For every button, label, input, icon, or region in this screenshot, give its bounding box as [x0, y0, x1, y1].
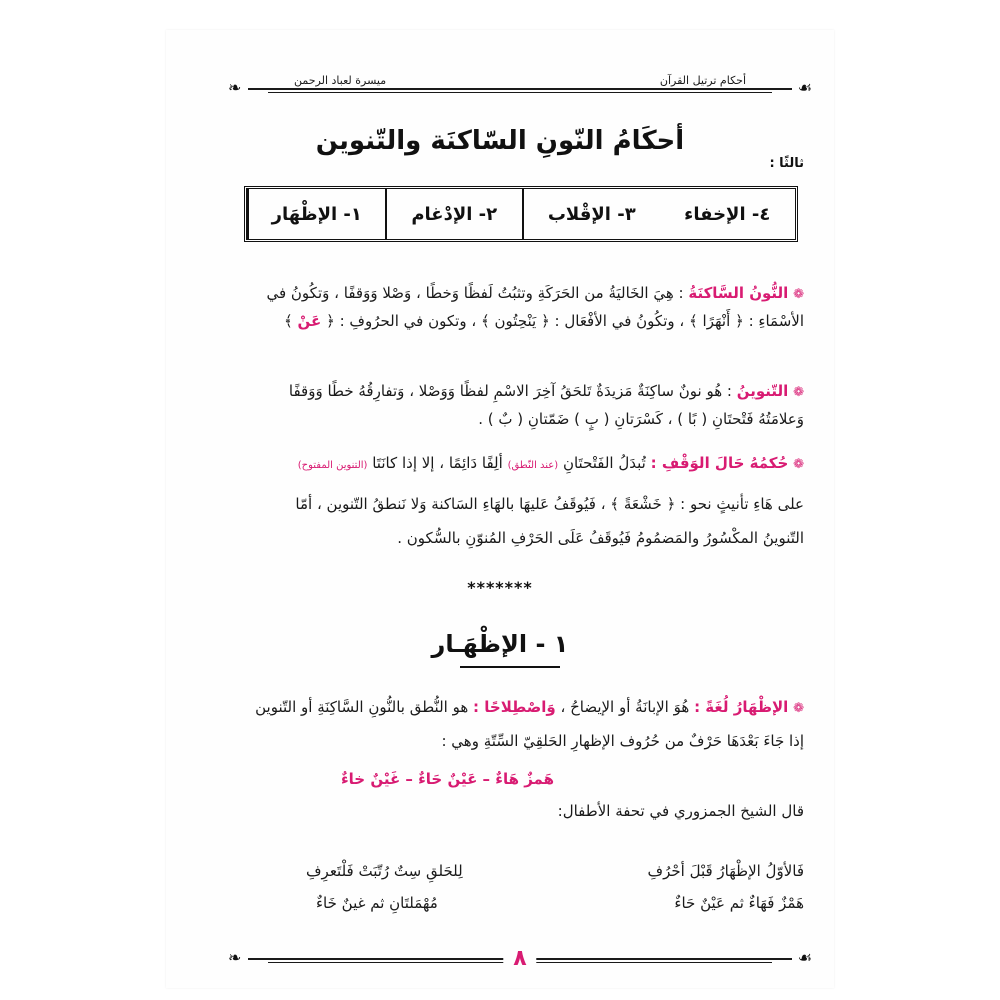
header-rule-inner	[268, 92, 772, 93]
quote-intro: قال الشيخ الجمزوري في تحفة الأطفال:	[557, 802, 804, 820]
waqf-line-2: على هَاءِ تأنيثٍ نحو : ﴿ خَشْعَةً ﴾ ، فَيُوقَفُ عَليهَا بالهَاءِ السَاكنة وَلا نَنطقُ التّنوين ، أمّا	[295, 495, 804, 513]
page-number: ٨	[503, 946, 536, 971]
waqf-line-3: التّنوينُ المكْسُورُ والمَضمُومُ فَيُوقَفُ عَلَى الحَرْفِ المُنوّنِ بالسُّكون .	[397, 529, 804, 547]
nun-sakinah-examples: الأسْمَاءِ : ﴿ أَنْهَرًا ﴾ ، وتكُونُ في الأفْعَال : ﴿ يَنْحِتُون ﴾ ، وتكون في الحرُوفِ : ﴿	[326, 312, 804, 330]
ahkam-table	[244, 186, 798, 242]
verse-2-right: هَمْزٌ فَهَاءٌ ثم عَيْنٌ حَاءٌ	[674, 894, 804, 912]
tanween-term: التّنوينُ	[736, 382, 789, 400]
flower-bullet-icon: ❁	[793, 385, 804, 400]
page-footer	[228, 948, 812, 972]
izhar-title-underline	[460, 666, 560, 668]
page-title: أحكَامُ النّونِ السّاكنَة والتّنوين	[315, 126, 685, 156]
flower-bullet-icon: ❁	[793, 701, 804, 716]
page-header	[228, 74, 812, 96]
tanween-line-2: وَعلامَتُهُ فَتْحتَانِ ( بًا ) ، كَسْرَتانِ ( بٍ ) ضَمّتانِ ( بٌ ) .	[478, 410, 804, 428]
flower-bullet-icon: ❁	[793, 457, 804, 472]
waqf-term: حُكمُهُ حَالَ الوَقْفِ :	[650, 454, 789, 472]
nun-sakinah-paragraph	[216, 280, 804, 334]
ahkam-cell-idgham: ٢- الإدْغام	[385, 189, 523, 239]
ornament-right-icon: ☙	[797, 948, 812, 967]
nun-sakinah-line-2	[216, 308, 804, 334]
header-rule	[248, 88, 792, 90]
waqf-paragraph	[216, 450, 804, 551]
verse-1-left: لِلحَلقِ سِتٌ رُتّبَتْ فَلْتَعرِفِ	[306, 862, 463, 880]
separator: *******	[467, 578, 533, 597]
izhar-definition	[216, 694, 804, 754]
nun-sakinah-example-word: عَنْ	[297, 312, 322, 330]
ahkam-cell-ikhfa: ٤- الإخفاء	[684, 203, 771, 225]
waqf-line-1	[216, 450, 804, 479]
izhar-lugha-term: الإظْهَارُ لُغَةً :	[694, 698, 789, 716]
section-label: ثالثًا :	[769, 156, 804, 171]
verse-1-right: فَالأوّلُ الإظْهَارُ قَبْلَ أحْرُفِ	[647, 862, 804, 880]
header-right-title: أحكام ترتيل القرآن	[654, 74, 752, 87]
tanween-paragraph	[216, 378, 804, 432]
izhar-letters: هَمزٌ هَاءٌ – عَيْنٌ حَاءٌ – غَيْنٌ خاءٌ	[340, 770, 554, 788]
tanween-text: : هُو نونٌ ساكِنَةٌ مَزيدَةٌ تَلحَقُ آخِرَ الاسْمِ لفظًا وَوَصْلا ، وَتفارِقُهُ خطًا وَوَقفًا	[288, 382, 732, 400]
waqf-text-a: تُبدَلُ الفَتْحتَانِ	[562, 454, 646, 472]
book-page	[166, 30, 834, 988]
izhar-def-line-1	[216, 694, 804, 722]
header-left-title: ميسرة لعباد الرحمن	[288, 74, 392, 87]
nun-sakinah-close-bracket: ﴾	[283, 312, 293, 330]
flower-bullet-icon: ❁	[793, 287, 804, 302]
izhar-def-line-2: إذا جَاءَ بَعْدَهَا حَرْفٌ من حُرُوف الإظهارِ الحَلقِيّ السِّتّةِ وهي :	[441, 732, 804, 750]
izhar-istilah-term: وَاصْطِلاحًا :	[473, 698, 556, 716]
verse-2-left: مُهْمَلتَانِ ثم غينٌ خَاءٌ	[316, 894, 438, 912]
ornament-left-icon: ❧	[228, 948, 242, 967]
nun-sakinah-text: : هِيَ الخَاليَةُ من الحَرَكَةِ وتثبُتُ لَفظًا وَخطًا ، وَصْلا وَوَقفًا ، وَتكُونُ في	[266, 284, 684, 302]
waqf-note-1: (عند النّطق)	[507, 460, 559, 471]
ornament-left-icon: ❧	[228, 78, 242, 97]
ahkam-cell-iqlab: ٣- الإقْلاب	[522, 189, 660, 239]
waqf-note-2: (التنوين المفتوح)	[297, 460, 368, 471]
izhar-istilah-text: هو النُّطق بالنُّونِ السَّاكِنَةِ أو التّنوين	[255, 698, 469, 716]
ahkam-cell-izhar: ١- الإظْهَار	[247, 189, 385, 239]
waqf-text-b: ألِفًا دَائِمًا ، إلا إذا كانَتَا	[372, 454, 503, 472]
izhar-title: ١ - الإظْهَـار	[431, 630, 569, 658]
nun-sakinah-term: النُّونُ السَّاكنَةُ	[688, 284, 789, 302]
izhar-lugha-text: هُوَ الإبانَةُ أو الإيضاحُ ،	[560, 698, 690, 716]
tanween-line-1	[216, 378, 804, 406]
nun-sakinah-line-1	[216, 280, 804, 308]
ornament-right-icon: ☙	[797, 78, 812, 97]
